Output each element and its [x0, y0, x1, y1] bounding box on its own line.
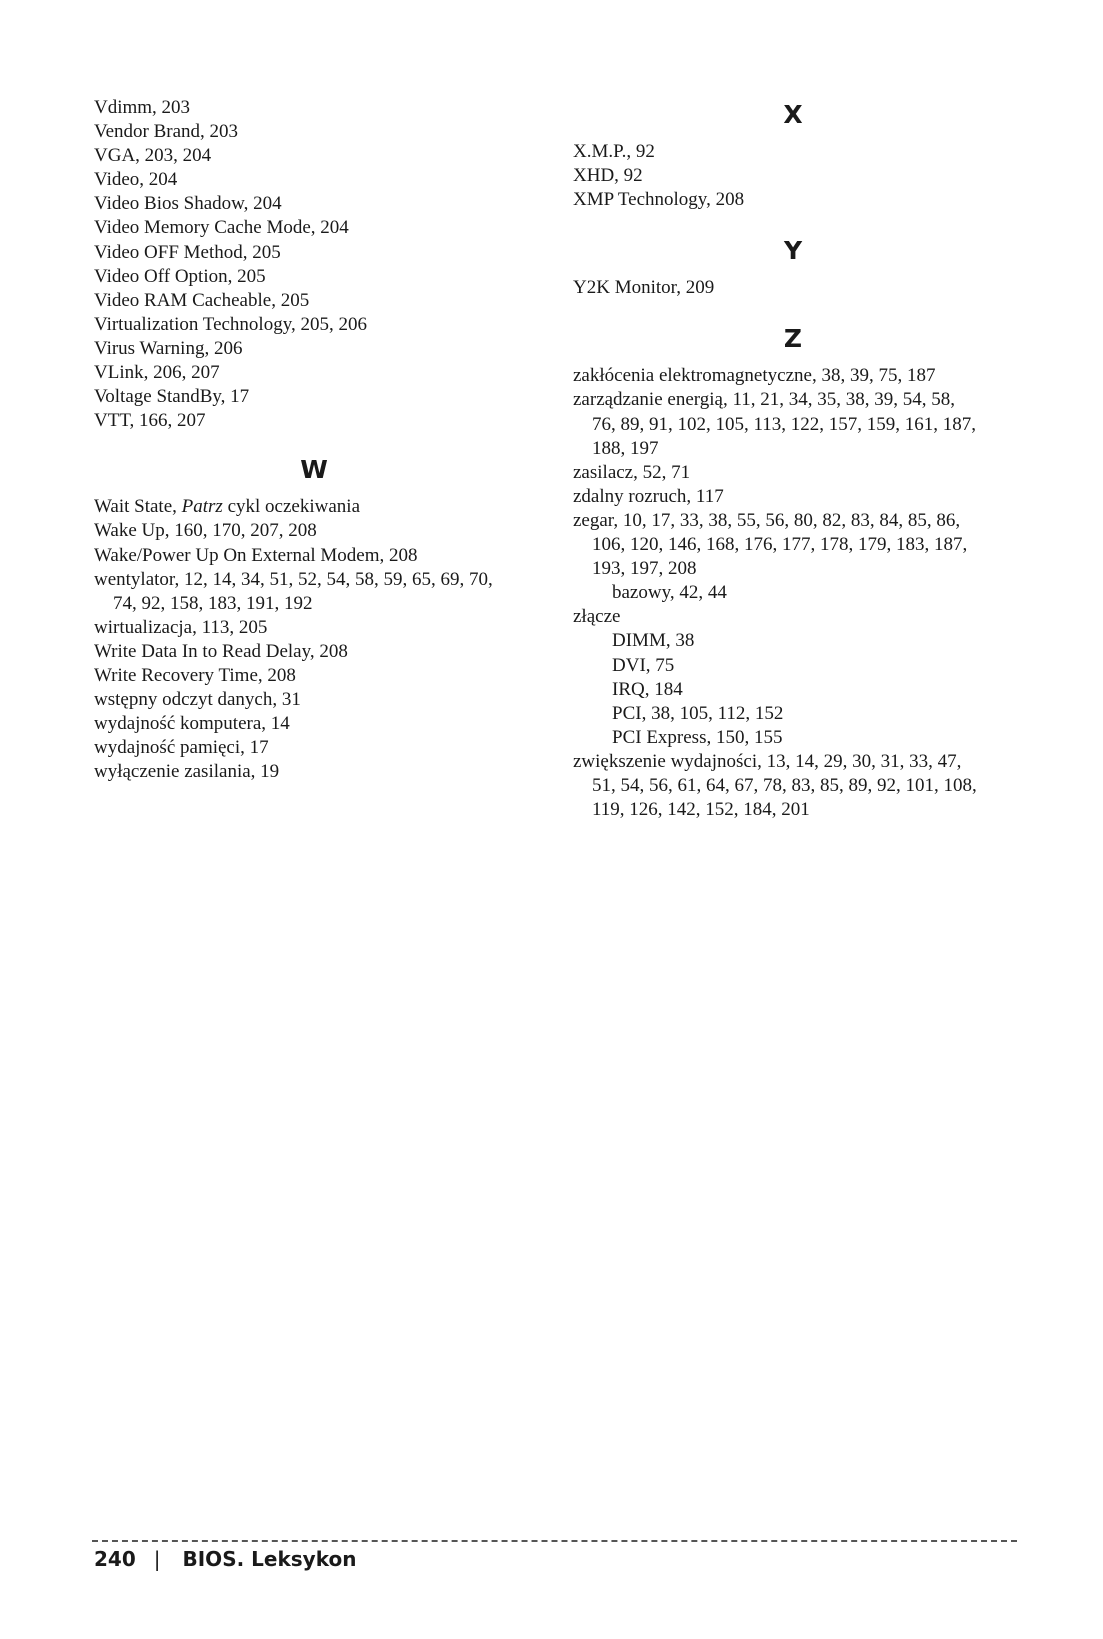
index-entry: VLink, 206, 207: [94, 362, 220, 384]
page-footer: [94, 1547, 356, 1571]
index-entry: Wake Up, 160, 170, 207, 208: [94, 520, 317, 542]
index-entry: Video Memory Cache Mode, 204: [94, 217, 349, 239]
index-entry: Video Off Option, 205: [94, 265, 266, 287]
index-entry: Video Bios Shadow, 204: [94, 193, 282, 215]
index-entry: zasilacz, 52, 71: [573, 461, 691, 483]
index-entry: wstępny odczyt danych, 31: [94, 689, 301, 711]
index-entry: Voltage StandBy, 17: [94, 386, 250, 408]
index-entry-continuation: 76, 89, 91, 102, 105, 113, 122, 157, 159, 161, 187,: [592, 413, 977, 435]
index-entry: X.M.P., 92: [573, 141, 655, 162]
index-entry-continuation: 188, 197: [592, 437, 659, 459]
page-number: 240: [94, 1547, 136, 1571]
footer-separator: |: [153, 1547, 161, 1571]
index-subentry: DVI, 75: [612, 654, 675, 676]
index-entry: zegar, 10, 17, 33, 38, 55, 56, 80, 82, 83, 84, 85, 86,: [573, 509, 961, 531]
index-entry: Virus Warning, 206: [94, 337, 243, 359]
index-entry: wirtualizacja, 113, 205: [94, 616, 268, 638]
index-entry-continuation: 193, 197, 208: [592, 558, 697, 580]
index-entry: wyłączenie zasilania, 19: [94, 761, 280, 783]
index-entry-continuation: 74, 92, 158, 183, 191, 192: [113, 592, 313, 614]
index-entry: wydajność komputera, 14: [94, 713, 290, 735]
entry-text: Wait State,: [94, 496, 182, 518]
entry-text: cykl oczekiwania: [222, 496, 360, 518]
index-entry: zakłócenia elektromagnetyczne, 38, 39, 75, 187: [573, 365, 936, 387]
see-reference: Patrz: [181, 496, 223, 518]
index-entry: zwiększenie wydajności, 13, 14, 29, 30, 31, 33, 47,: [573, 750, 962, 772]
index-entry: Video OFF Method, 205: [94, 241, 281, 263]
index-entry: VGA, 203, 204: [94, 145, 212, 167]
section-letter-w: W: [300, 455, 328, 485]
index-entry-continuation: 51, 54, 56, 61, 64, 67, 78, 83, 85, 89, 92, 101, 108,: [592, 774, 977, 796]
index-entry: Y2K Monitor, 209: [573, 277, 715, 299]
footer-divider: [92, 1540, 1017, 1542]
index-subentry: DIMM, 38: [612, 630, 695, 652]
index-entry: zarządzanie energią, 11, 21, 34, 35, 38, 39, 54, 58,: [573, 389, 955, 411]
index-entry-wait-state: [94, 495, 534, 519]
index-entry: Vdimm, 203: [94, 97, 191, 118]
section-letter-z: Z: [783, 324, 803, 354]
index-entry: Write Recovery Time, 208: [94, 664, 296, 686]
index-entry: XMP Technology, 208: [573, 189, 745, 211]
index-entry: Video RAM Cacheable, 205: [94, 289, 310, 311]
index-subentry: bazowy, 42, 44: [612, 582, 727, 604]
index-subentry: PCI Express, 150, 155: [612, 726, 783, 748]
book-title: BIOS. Leksykon: [182, 1547, 357, 1571]
index-column-right: [573, 96, 1013, 822]
index-entry: XHD, 92: [573, 165, 643, 187]
index-entry: Vendor Brand, 203: [94, 121, 239, 143]
section-letter-y: Y: [783, 236, 803, 266]
index-entry-continuation: 119, 126, 142, 152, 184, 201: [592, 799, 810, 821]
index-subentry: PCI, 38, 105, 112, 152: [612, 702, 784, 724]
index-column-left: [94, 96, 534, 784]
index-entry: Write Data In to Read Delay, 208: [94, 640, 348, 662]
index-entry: zdalny rozruch, 117: [573, 485, 724, 507]
index-entry: wydajność pamięci, 17: [94, 737, 269, 759]
index-entry: Wake/Power Up On External Modem, 208: [94, 544, 418, 566]
index-subentry: IRQ, 184: [612, 678, 683, 700]
index-entry: VTT, 166, 207: [94, 410, 206, 432]
index-entry: wentylator, 12, 14, 34, 51, 52, 54, 58, 59, 65, 69, 70,: [94, 568, 493, 590]
section-letter-x: X: [783, 100, 803, 129]
index-entry: złącze: [573, 606, 621, 628]
index-entry: Virtualization Technology, 205, 206: [94, 313, 367, 335]
index-entry: Video, 204: [94, 169, 178, 191]
index-entry-continuation: 106, 120, 146, 168, 176, 177, 178, 179, 183, 187,: [592, 534, 968, 556]
